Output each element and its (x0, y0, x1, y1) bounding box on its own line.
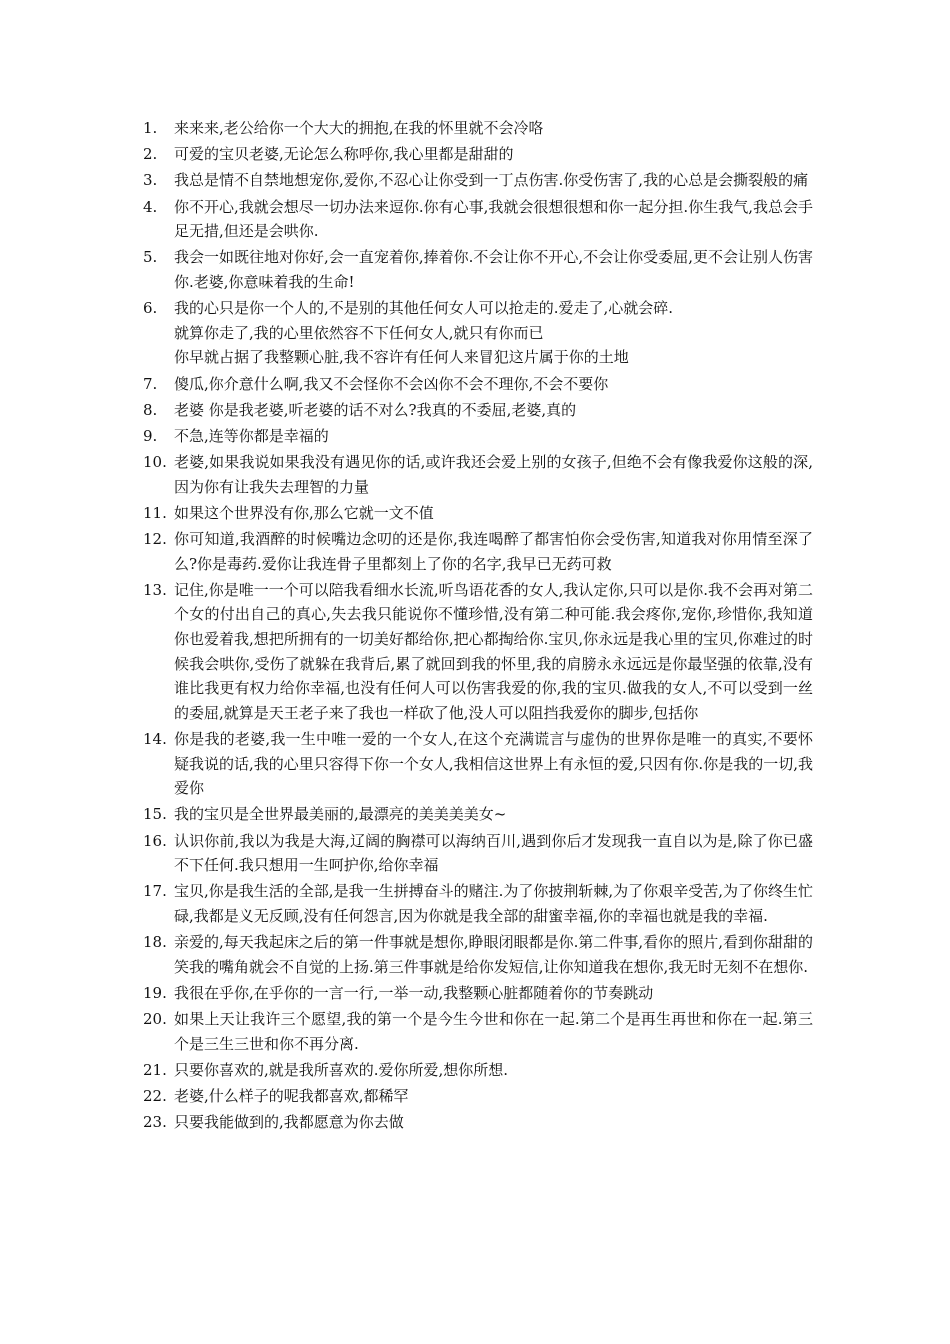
item-number: 13. (143, 580, 167, 599)
item-number: 1. (143, 119, 158, 137)
item-number: 20. (143, 1010, 167, 1029)
item-number: 12. (143, 530, 167, 549)
item-text: 我总是情不自禁地想宠你,爱你,不忍心让你受到一丁点伤害.你受伤害了,我的心总是会撕裂般的痛 (174, 171, 809, 190)
item-text: 宝贝,你是我生活的全部,是我一生拼搏奋斗的赌注.为了你披荆斩棘,为了你艰辛受苦,为了你终生忙碌,我都是义无反顾,没有任何怨言,因为你就是我全部的甜蜜幸福,你的幸福也就是我的幸福. (174, 882, 813, 925)
list-item (143, 372, 813, 397)
list-item (143, 116, 813, 141)
list-item (143, 1110, 813, 1135)
item-text: 你可知道,我酒醉的时候嘴边念叨的还是你,我连喝醉了都害怕你会受伤害,知道我对你用情至深了么?你是毒药.爱你让我连骨子里都刻上了你的名字,我早已无药可救 (174, 530, 813, 573)
item-number: 16. (143, 831, 167, 850)
numbered-list (143, 116, 813, 1136)
item-number: 11. (143, 503, 167, 522)
item-text: 我很在乎你,在乎你的一言一行,一举一动,我整颗心脏都随着你的节奏跳动 (174, 983, 654, 1002)
item-text: 记住,你是唯一一个可以陪我看细水长流,听鸟语花香的女人,我认定你,只可以是你.我不会再对第二个女的付出自己的真心,失去我只能说你不懂珍惜,没有第二种可能.我会疼你,宠你,珍惜你,我知道你也爱着我,想把所拥有的一切美好都给你,把心都掏给你.宝贝,你永远是我心里的宝贝,你难过的时候我会哄你,受伤了就躲在我背后,累了就回到我的怀里,我的肩膀永永远远是你最坚强的依靠,没有谁比我更有权力给你幸福,也没有任何人可以伤害我爱的你,我的宝贝.做我的女人,不可以受到一丝的委屈,就算是天王老子来了我也一样砍了他,没人可以阻挡我爱你的脚步,包括你 (174, 580, 813, 722)
item-number: 2. (143, 145, 158, 164)
item-text: 傻瓜,你介意什么啊,我又不会怪你不会凶你不会不理你,不会不要你 (174, 374, 609, 393)
item-text: 亲爱的,每天我起床之后的第一件事就是想你,睁眼闭眼都是你.第二件事,看你的照片,看到你甜甜的笑我的嘴角就会不自觉的上扬.第三件事就是给你发短信,让你知道我在想你,我无时无刻不在想你. (174, 933, 813, 976)
item-text: 不急,连等你都是幸福的 (174, 426, 329, 445)
list-item (143, 398, 813, 423)
list-item (143, 424, 813, 449)
list-item (143, 829, 813, 878)
list-item (143, 1058, 813, 1083)
item-text: 只要你喜欢的,就是我所喜欢的.爱你所爱,想你所想. (174, 1060, 509, 1079)
list-item (143, 195, 813, 244)
item-text: 如果这个世界没有你,那么它就一文不值 (174, 503, 434, 522)
item-number: 23. (143, 1113, 167, 1132)
item-number: 14. (143, 729, 167, 748)
list-item (143, 142, 813, 167)
item-text: 你不开心,我就会想尽一切办法来逗你.你有心事,我就会很想很想和你一起分担.你生我气,我总会手足无措,但还是会哄你. (174, 197, 813, 241)
list-item (143, 245, 813, 294)
item-text: 老婆 你是我老婆,听老婆的话不对么?我真的不委屈,老婆,真的 (174, 400, 577, 419)
item-number: 5. (143, 248, 158, 267)
item-number: 19. (143, 983, 167, 1002)
item-number: 21. (143, 1060, 167, 1079)
item-text: 可爱的宝贝老婆,无论怎么称呼你,我心里都是甜甜的 (174, 145, 514, 164)
item-text: 你是我的老婆,我一生中唯一爱的一个女人,在这个充满谎言与虚伪的世界你是唯一的真实,不要怀疑我说的话,我的心里只容得下你一个女人,我相信这世界上有永恒的爱,只因有你.你是我的一切,我爱你 (174, 729, 813, 798)
item-text: 老婆,如果我说如果我没有遇见你的话,或许我还会爱上别的女孩子,但绝不会有像我爱你这般的深,因为你有让我失去理智的力量 (174, 453, 813, 496)
item-text: 来来来,老公给你一个大大的拥抱,在我的怀里就不会冷咯 (174, 119, 544, 137)
list-item (143, 727, 813, 801)
item-text: 如果上天让我许三个愿望,我的第一个是今生今世和你在一起.第二个是再生再世和你在一起.第三个是三生三世和你不再分离. (174, 1010, 813, 1053)
list-item (143, 1084, 813, 1109)
item-number: 9. (143, 426, 158, 445)
list-item (143, 1007, 813, 1056)
item-number: 3. (143, 171, 158, 190)
item-number: 7. (143, 374, 158, 393)
list-item (143, 168, 813, 193)
list-item (143, 527, 813, 576)
item-text-line: 我的心只是你一个人的,不是别的其他任何女人可以抢走的.爱走了,心就会碎. (174, 299, 674, 318)
item-text: 我会一如既往地对你好,会一直宠着你,捧着你.不会让你不开心,不会让你受委屈,更不会让别人伤害你.老婆,你意味着我的生命! (174, 248, 813, 291)
item-text: 认识你前,我以为我是大海,辽阔的胸襟可以海纳百川,遇到你后才发现我一直自以为是,除了你已盛不下任何.我只想用一生呵护你,给你幸福 (174, 831, 813, 875)
list-item (143, 802, 813, 827)
list-item (143, 879, 813, 928)
list-item (143, 981, 813, 1006)
list-item (143, 930, 813, 979)
list-item (143, 450, 813, 499)
item-number: 22. (143, 1087, 167, 1106)
list-item (143, 296, 813, 370)
item-number: 10. (143, 453, 167, 472)
item-text-line: 就算你走了,我的心里依然容不下任何女人,就只有你而已 (174, 323, 544, 342)
item-text: 只要我能做到的,我都愿意为你去做 (174, 1113, 404, 1132)
item-number: 18. (143, 933, 167, 952)
item-number: 8. (143, 400, 158, 419)
item-text-line: 你早就占据了我整颗心脏,我不容许有任何人来冒犯这片属于你的土地 (174, 348, 629, 367)
item-text: 老婆,什么样子的呢我都喜欢,都稀罕 (174, 1087, 409, 1106)
list-item (143, 501, 813, 526)
item-number: 6. (143, 299, 158, 318)
item-number: 15. (143, 805, 167, 824)
item-number: 17. (143, 882, 167, 901)
item-text: 我的宝贝是全世界最美丽的,最漂亮的美美美美女~ (174, 805, 507, 824)
item-number: 4. (143, 197, 158, 216)
list-item (143, 578, 813, 726)
